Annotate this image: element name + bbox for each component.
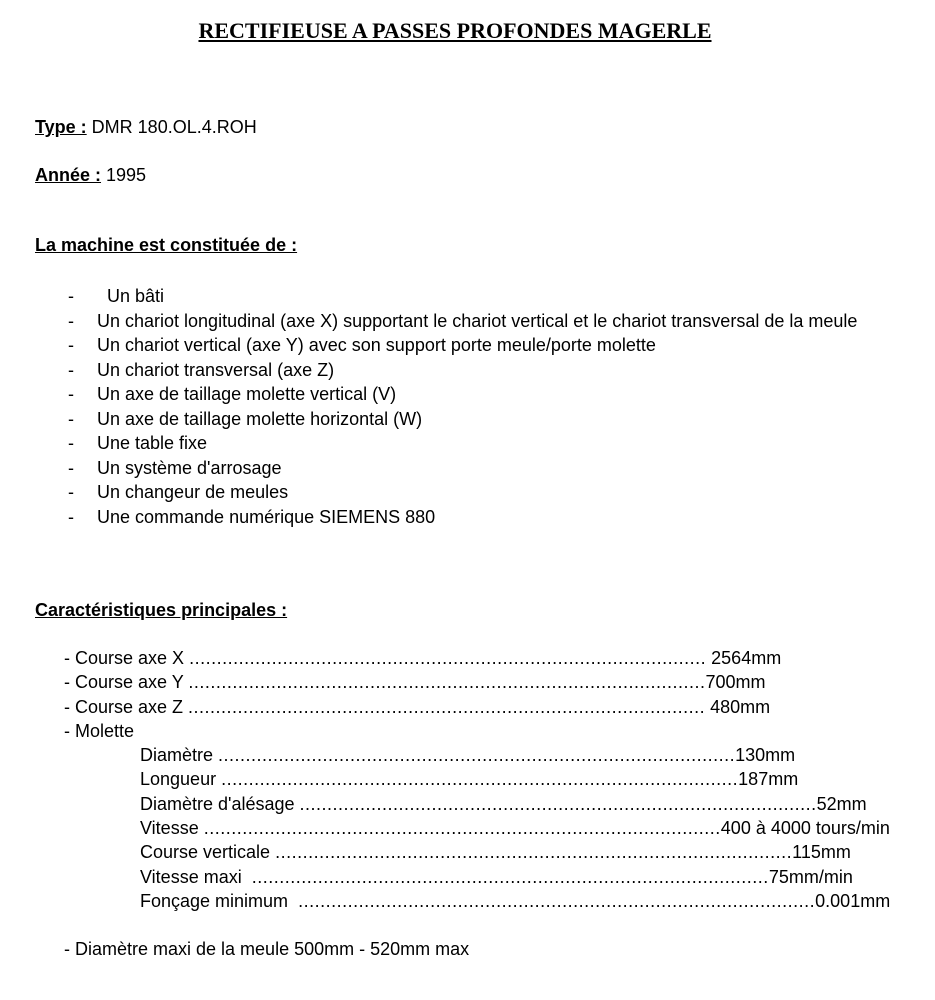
spec-label: Diamètre d'alésage <box>140 793 300 814</box>
list-item <box>68 309 888 334</box>
spec-row <box>64 670 766 694</box>
bullet-dash: - <box>68 506 74 527</box>
list-item-text: Une table fixe <box>97 433 208 453</box>
list-item-text: Un changeur de meules <box>97 482 289 502</box>
bullet-dash: - <box>68 310 74 331</box>
list-item <box>68 456 888 481</box>
bullet-dash: - <box>68 359 74 380</box>
spec-label: Fonçage minimum <box>140 890 299 911</box>
spec-row <box>140 743 796 767</box>
bullet-dash: - <box>68 482 74 502</box>
spec-row <box>64 695 771 719</box>
spec-row <box>140 840 851 864</box>
spec-value: 0.001mm <box>815 890 891 911</box>
spec-row <box>140 767 799 791</box>
list-item <box>68 407 888 432</box>
spec-label: Vitesse <box>140 818 204 839</box>
bullet-dash: - <box>68 384 74 404</box>
specs-list <box>64 646 891 962</box>
dot-leader: .............................................................................................. <box>298 890 816 911</box>
spec-value: 480mm <box>705 696 771 717</box>
spec-value: 187mm <box>738 769 799 790</box>
dot-leader: .............................................................................................. <box>299 793 817 814</box>
bullet-dash: - <box>68 457 74 478</box>
caracteristiques-heading: Caractéristiques principales : <box>35 600 288 620</box>
dot-leader: .............................................................................................. <box>251 866 769 887</box>
annee-field <box>35 165 146 186</box>
bullet-dash: - <box>68 433 74 453</box>
meule-diameter: - Diamètre maxi de la meule 500mm - 520mm max <box>64 939 470 960</box>
list-item <box>68 431 888 456</box>
composition-list <box>68 284 888 529</box>
spec-label: Longueur <box>140 769 222 790</box>
spec-label: - Course axe Z <box>64 696 189 717</box>
list-item <box>68 284 888 309</box>
list-item-text: Un système d'arrosage <box>97 457 282 478</box>
spec-row <box>140 865 853 889</box>
spec-label: - Course axe Y <box>64 672 189 693</box>
type-label: Type : <box>35 117 87 137</box>
list-item-text: Un bâti <box>97 286 165 306</box>
spec-label: Diamètre <box>140 745 219 766</box>
spec-label: Course verticale <box>140 842 276 863</box>
spec-value: 2564mm <box>706 648 782 668</box>
dot-leader: .............................................................................................. <box>203 818 721 839</box>
list-item <box>68 358 888 383</box>
spec-row <box>140 816 890 840</box>
list-item-text: Un axe de taillage molette vertical (V) <box>97 384 397 404</box>
bullet-dash: - <box>68 335 74 355</box>
document-title: RECTIFIEUSE A PASSES PROFONDES MAGERLE <box>198 18 712 43</box>
bullet-dash: - <box>68 408 74 429</box>
spec-value: 75mm/min <box>768 866 853 887</box>
spec-row <box>140 889 891 913</box>
dot-leader: .............................................................................................. <box>218 745 736 766</box>
list-item-text: Une commande numérique SIEMENS 880 <box>97 506 436 527</box>
list-item-text: Un axe de taillage molette horizontal (W) <box>97 408 423 429</box>
spec-value: 115mm <box>792 842 851 863</box>
dot-leader: .............................................................................................. <box>221 769 739 790</box>
list-item-text: Un chariot transversal (axe Z) <box>97 359 335 380</box>
type-field <box>35 117 257 138</box>
dot-leader: .............................................................................................. <box>189 648 707 668</box>
type-value: DMR 180.OL.4.ROH <box>86 117 257 137</box>
spec-label: Vitesse maxi <box>140 866 252 887</box>
spec-value: 400 à 4000 tours/min <box>720 818 890 839</box>
bullet-dash: - <box>68 286 74 306</box>
spec-value: 52mm <box>816 793 867 814</box>
list-item-text: Un chariot longitudinal (axe X) supportant le chariot vertical et le chariot transversal de la meule <box>97 310 858 331</box>
spec-label: - Course axe X <box>64 648 190 668</box>
molette-label: - Molette <box>64 720 135 741</box>
annee-label: Année : <box>35 165 102 185</box>
dot-leader: .............................................................................................. <box>275 842 793 863</box>
dot-leader: .............................................................................................. <box>188 672 706 693</box>
dot-leader: .............................................................................................. <box>188 696 706 717</box>
list-item <box>68 480 888 505</box>
spec-row <box>140 792 867 816</box>
spec-value: 700mm <box>705 672 766 693</box>
list-item <box>68 505 888 530</box>
list-item <box>68 382 888 407</box>
spec-value: 130mm <box>735 745 796 766</box>
composition-heading: La machine est constituée de : <box>35 235 298 255</box>
list-item-text: Un chariot vertical (axe Y) avec son support porte meule/porte molette <box>97 335 656 355</box>
spec-row <box>64 646 782 670</box>
annee-value: 1995 <box>101 165 147 185</box>
list-item <box>68 333 888 358</box>
